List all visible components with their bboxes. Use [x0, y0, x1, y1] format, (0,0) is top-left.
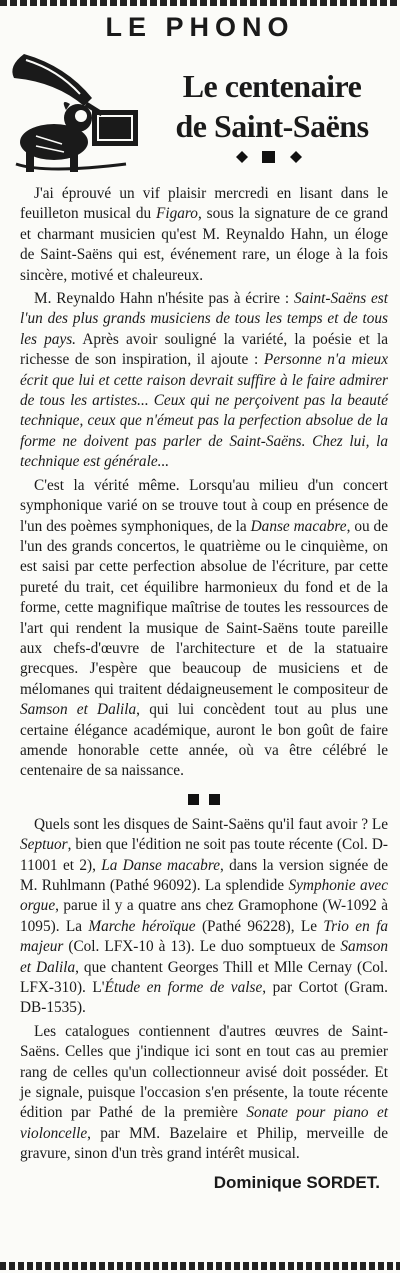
paragraph-4 [20, 815, 388, 1019]
text-run: Après avoir souligné la variété, la poésie et la richesse de son inspiration, il ajoute : [20, 330, 388, 369]
italic-run: Septuor [20, 836, 68, 854]
text-run: , qui lui concèdent tout au plus une certaine élégance académique, auront le bon goût de faire amende honorable cette année, où va être célébré le centenaire de sa naissance. [20, 701, 388, 780]
text-run: C'est la vérité même. Lorsqu'au milieu d'un concert symphonique varié on se trouve tout à coup en présence de l'un des poèmes symphoniques, de la [20, 476, 388, 535]
text-run: , que chantent Georges Thill et Mlle Cernay (Col. LFX-310). L' [20, 958, 388, 997]
separator-square [188, 794, 199, 805]
text-run: , parue il y a quatre ans chez Gramophone (W-1092 à 1095). La [20, 897, 388, 935]
italic-run: Samson et Dalila [20, 938, 388, 976]
text-run: J'ai éprouvé un vif plaisir mercredi en lisant dans le feuilleton musical du [20, 185, 388, 223]
gramophone-dog-logo [6, 48, 156, 178]
paragraph-5 [20, 1022, 388, 1165]
separator-square [209, 794, 220, 805]
italic-run: Samson et Dalila [20, 701, 137, 719]
text-run: , ou de l'un des grands concertos, le quatrième ou le cinquième, on est saisi par cette perfection absolue de l'écriture, par cette pureté du trait, cet équilibre harmonieux du fond et de la forme, cette magnifique maîtrise de toutes les ressources de l'art qui rendent la musique de Saint-Saëns toute pareille aux chefs-d'œuvre de l'architecture et de la statuaire grecques. J'espère que beaucoup de musiciens et de mélomanes qui traitent dédaigneusement le compositeur de [20, 517, 388, 698]
italic-run: Marche héroïque [88, 917, 196, 935]
text-run: , dans la version signée de M. Ruhlmann (Pathé 96092). La splendide [20, 856, 388, 894]
text-run: (Pathé 96228), Le [195, 917, 324, 935]
text-run: , par Cortot (Gram. DB-1535). [20, 979, 389, 1017]
text-run: , par MM. Bazelaire et Philip, merveille de gravure, sinon d'un très grand intérêt musical. [20, 1124, 388, 1163]
italic-run: Danse macabre [250, 517, 347, 535]
top-border-rule [0, 0, 400, 6]
paragraph-1 [20, 184, 388, 286]
text-run: M. Reynaldo Hahn n'hésite pas à écrire : [34, 290, 294, 308]
paragraph-2 [20, 289, 388, 473]
article-headline [152, 66, 392, 146]
italic-run: La Danse macabre [101, 856, 221, 874]
paragraph-3 [20, 476, 388, 782]
text-run: Les catalogues contiennent d'autres œuvres de Saint-Saëns. Celles que j'indique ici sont en tout cas au premier rang de celles qu'un collectionneur avisé doit posséder. Et je signale, puisque l'occasion s'en présente, la toute récente édition par Pathé de la première [20, 1022, 388, 1122]
headline-ornament [222, 150, 322, 164]
text-run: , sous la signature de ce grand et charmant musicien qu'est M. Reynaldo Hahn, un éloge de Saint-Saëns qui est, événement rare, un éloge à la fois sincère, motivé et chaleureux. [20, 205, 389, 284]
bottom-border-rule [0, 1262, 400, 1270]
section-separator [20, 785, 388, 815]
text-run: Quels sont les disques de Saint-Saëns qu'il faut avoir ? Le [34, 815, 388, 833]
text-run: (Col. LFX-10 à 13). Le duo somptueux de [63, 938, 341, 956]
author-signature: Dominique SORDET. [213, 1172, 380, 1192]
section-title: LE PHONO [105, 12, 295, 42]
italic-run: Trio en fa majeur [20, 917, 389, 956]
italic-run: Saint-Saëns est l'un des plus grands musiciens de tous les temps et de tous les pays. [20, 290, 388, 348]
italic-run: Figaro [156, 205, 198, 223]
italic-run: Personne n'a mieux écrit que lui et cette raison devrait suffire à le faire admirer de tous les artistes... Ceux qui ne perçoivent pas la beauté technique, ceux que n'émeut pas la perfection absolue de la forme ne doivent pas parler de Saint-Saëns. Chez lui, la technique est générale... [20, 351, 388, 471]
headline-line-2: de Saint-Saëns [175, 108, 369, 144]
text-run: , bien que l'édition ne soit pas toute récente (Col. D-11001 et 2), [20, 836, 388, 874]
italic-run: Étude en forme de valse [104, 979, 263, 997]
italic-run: Symphonie avec orgue [20, 877, 388, 915]
italic-run: Sonate pour piano et violoncelle [20, 1104, 389, 1142]
article-body [20, 184, 388, 1193]
headline-line-1: Le centenaire [182, 68, 362, 104]
